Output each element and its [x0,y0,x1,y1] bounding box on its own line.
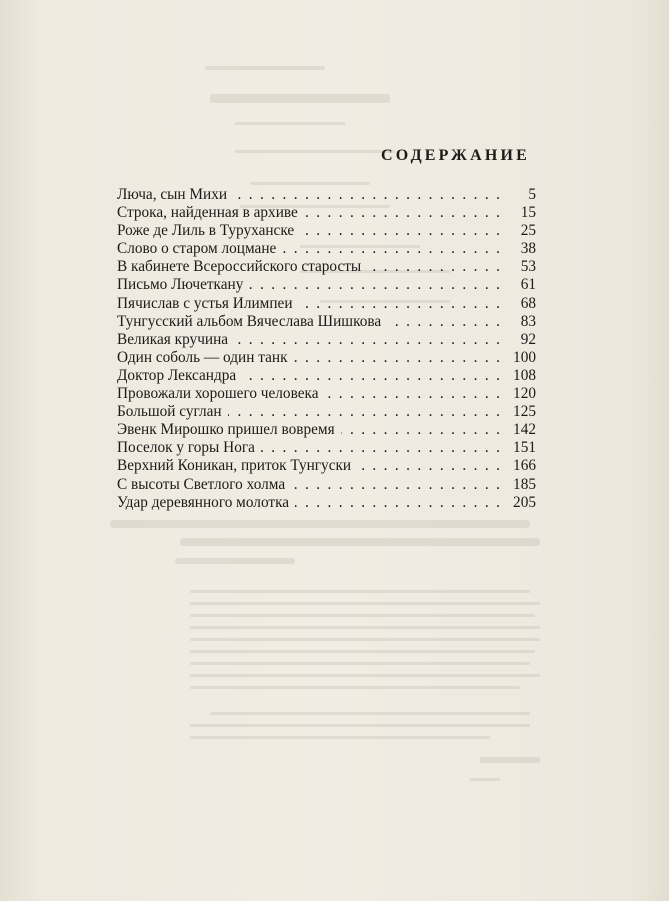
toc-entry [117,385,536,403]
dot-leader [325,385,501,403]
toc-entry-title: Удар деревянного молотка [117,493,290,511]
toc-entry-title: Слово о старом лоцмане [117,240,277,258]
dot-leader [282,240,500,258]
dot-leader [387,313,500,331]
dot-leader [295,494,500,512]
toc-entry-title: Эвенк Мирошко пришел вовремя [117,421,335,439]
toc-entry [117,331,536,349]
toc-entry [117,403,536,421]
toc-entry [117,276,536,294]
toc-entry-page: 38 [520,240,536,258]
dot-leader [299,295,500,313]
dot-leader [357,457,500,475]
toc-entry-title: Верхний Коникан, приток Тунгуски [117,457,352,475]
toc-entry [117,494,536,512]
toc-entry [117,349,536,367]
toc-entry-title: Поселок у горы Нога [117,439,255,457]
dot-leader [234,331,500,349]
toc-entry [117,222,536,240]
toc-entry [117,313,536,331]
toc-entry-title: Провожали хорошего человека [117,385,319,403]
toc-entry-page: 120 [513,385,536,403]
toc-entry-page: 142 [513,421,536,439]
toc-entry [117,204,536,222]
dot-leader [228,403,500,421]
dot-leader [249,276,500,294]
toc-entry [117,240,536,258]
toc-entry-page: 100 [513,348,536,366]
toc-entry [117,367,536,385]
toc-entry-title: Роже де Лиль в Туруханске [117,222,295,240]
toc-entry-page: 166 [513,457,536,475]
toc-entry-page: 125 [513,403,536,421]
dot-leader [233,186,500,204]
toc-entry-page: 108 [513,366,536,384]
toc-entry-page: 92 [520,330,536,348]
toc-entry-page: 185 [513,475,536,493]
toc-entry-title: Великая кручина [117,330,229,348]
toc-entry-page: 5 [528,186,536,203]
dot-leader [261,439,500,457]
dot-leader [291,476,500,494]
dot-leader [242,367,500,385]
toc-entry [117,421,536,439]
toc-entry [117,258,536,276]
dot-leader [367,258,500,276]
toc-entry-title: Большой суглан [117,403,222,421]
toc-entry-title: Тунгусский альбом Вячеслава Шишкова [117,312,382,330]
toc-entry [117,439,536,457]
toc-entry [117,295,536,313]
toc-entry-page: 151 [513,439,536,457]
toc-list [117,186,536,512]
toc-entry-page: 25 [520,222,536,240]
toc-entry-title: Доктор Лександра [117,366,237,384]
toc-entry-title: Пячислав с устья Илимпеи [117,294,293,312]
toc-entry-title: Письмо Лючеткану [117,276,244,294]
dot-leader [294,349,500,367]
toc-entry-page: 83 [520,312,536,330]
toc-entry-title: Люча, сын Михи [117,186,228,203]
toc-entry-page: 205 [513,493,536,511]
dot-leader [300,222,500,240]
toc-entry-page: 68 [520,294,536,312]
toc-entry-title: Строка, найденная в архиве [117,204,298,222]
toc-heading: СОДЕРЖАНИЕ [380,146,530,164]
toc-entry-title: Один соболь — один танк [117,348,288,366]
toc-entry-title: В кабинете Всероссийского старосты [117,258,362,276]
toc-entry-title: С высоты Светлого холма [117,475,286,493]
dot-leader [341,421,500,439]
toc-entry-page: 53 [520,258,536,276]
toc-entry-page: 15 [520,204,536,222]
toc-entry [117,476,536,494]
dot-leader [304,204,500,222]
toc-entry [117,457,536,475]
toc-entry [117,186,536,204]
toc-entry-page: 61 [520,276,536,294]
